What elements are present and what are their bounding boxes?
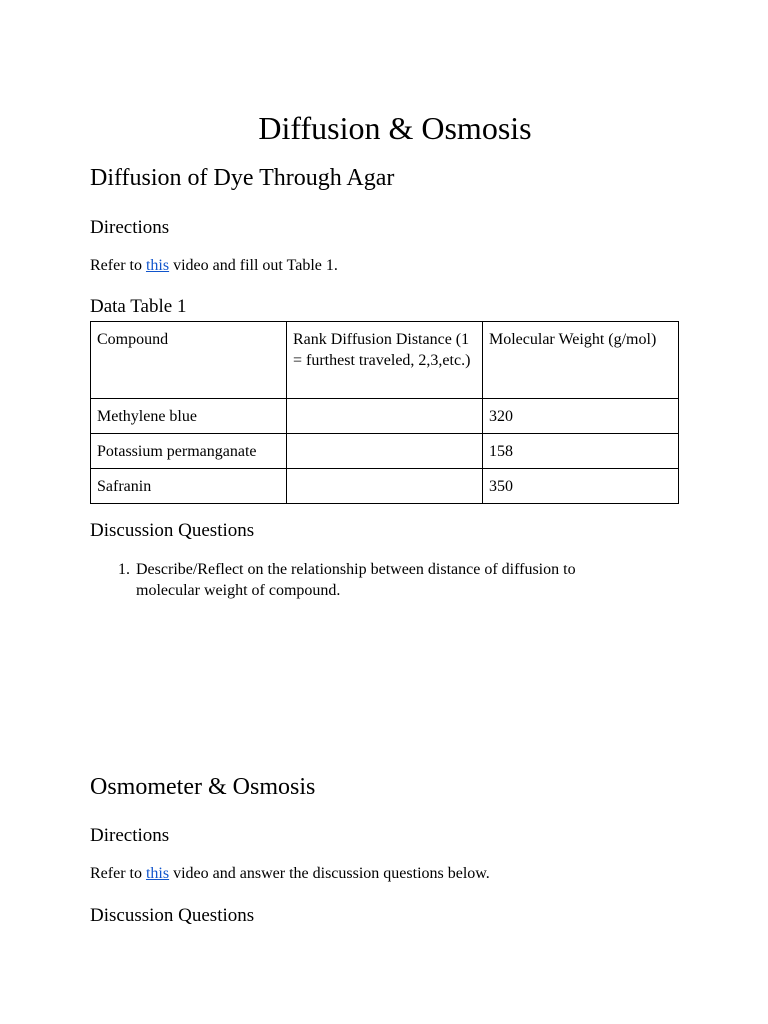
table-cell-compound: Potassium permanganate <box>91 434 287 469</box>
table-caption: Data Table 1 <box>90 296 187 317</box>
document-title: Diffusion & Osmosis <box>258 110 532 146</box>
discussion-heading-2: Discussion Questions <box>90 905 255 926</box>
table-cell-compound: Safranin <box>91 469 287 504</box>
directions-text-before-1: Refer to <box>90 257 146 274</box>
question-number: 1. <box>118 561 130 578</box>
table-header-row <box>91 322 679 399</box>
table-row <box>91 434 679 469</box>
table-cell-rank[interactable] <box>287 469 483 504</box>
section-heading-osmometer: Osmometer & Osmosis <box>90 774 316 800</box>
directions-text-after-1: video and fill out Table 1. <box>169 257 338 274</box>
directions-heading-2: Directions <box>90 825 170 846</box>
discussion-heading-1: Discussion Questions <box>90 520 255 541</box>
directions-text-after-2: video and answer the discussion questions below. <box>169 865 490 882</box>
directions-text-before-2: Refer to <box>90 865 146 882</box>
directions-heading-1: Directions <box>90 217 170 238</box>
question-list <box>90 559 690 609</box>
table-row <box>91 469 679 504</box>
table-header-cell: Molecular Weight (g/mol) <box>483 322 679 399</box>
table-header-cell: Rank Diffusion Distance (1 = furthest traveled, 2,3,etc.) <box>287 322 483 399</box>
directions-paragraph-1 <box>90 256 338 276</box>
question-text: Describe/Reflect on the relationship between distance of diffusion to molecular weight of compound. <box>136 561 576 599</box>
table-cell-weight: 350 <box>483 469 679 504</box>
table-row <box>91 399 679 434</box>
data-table-1 <box>90 321 679 504</box>
table-cell-weight: 320 <box>483 399 679 434</box>
video-link-1[interactable]: this <box>145 257 170 274</box>
table-header-cell: Compound <box>91 322 287 399</box>
section-heading-diffusion: Diffusion of Dye Through Agar <box>90 165 395 191</box>
directions-paragraph-2 <box>90 864 490 884</box>
video-link-2[interactable]: this <box>145 865 170 882</box>
table-cell-compound: Methylene blue <box>91 399 287 434</box>
table-cell-rank[interactable] <box>287 434 483 469</box>
table-cell-rank[interactable] <box>287 399 483 434</box>
table-cell-weight: 158 <box>483 434 679 469</box>
